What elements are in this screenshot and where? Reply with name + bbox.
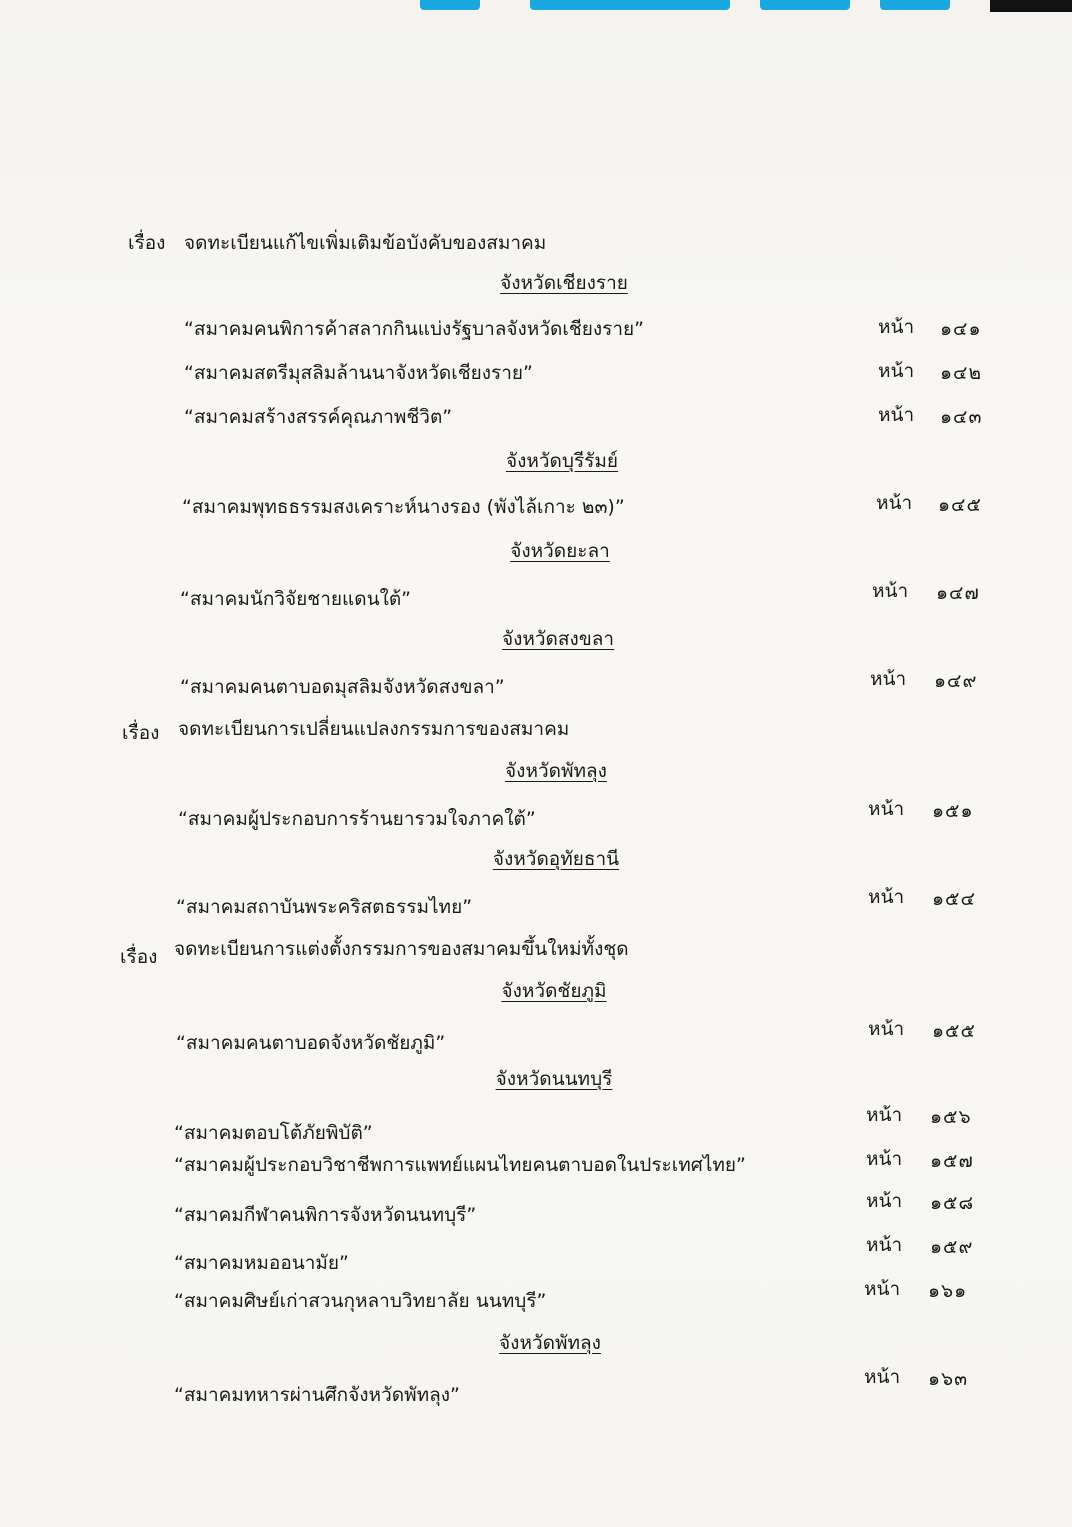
- section-3-title: จดทะเบียนการแต่งตั้งกรรมการของสมาคมขึ้นใหม่ทั้งชุด: [174, 938, 629, 960]
- list-item: “สมาคมหมออนามัย”: [174, 1252, 349, 1274]
- list-item: “สมาคมตอบโต้ภัยพิบัติ”: [174, 1122, 373, 1144]
- section-2-title: จดทะเบียนการเปลี่ยนแปลงกรรมการของสมาคม: [178, 718, 570, 740]
- page-number: ๑๕๘: [930, 1192, 975, 1214]
- page-number: ๑๕๑: [932, 800, 974, 822]
- page-label: หน้า: [878, 360, 915, 382]
- page-number: ๑๔๙: [934, 670, 978, 692]
- page-number: ๑๔๓: [940, 406, 983, 428]
- page-number: ๑๔๒: [940, 362, 982, 384]
- page-number: ๑๕๕: [932, 1020, 976, 1042]
- list-item: “สมาคมคนตาบอดจังหวัดชัยภูมิ”: [176, 1032, 446, 1054]
- list-item: “สมาคมคนพิการค้าสลากกินแบ่งรัฐบาลจังหวัดเชียงราย”: [184, 318, 644, 340]
- list-item: “สมาคมผู้ประกอบการร้านยารวมใจภาคใต้”: [178, 808, 536, 830]
- province-nonthaburi: จังหวัดนนทบุรี: [495, 1068, 613, 1090]
- province-phatthalung-2: จังหวัดพัทลุง: [499, 1332, 601, 1354]
- section-1-title: จดทะเบียนแก้ไขเพิ่มเติมข้อบังคับของสมาคม: [184, 232, 547, 254]
- page-number: ๑๕๖: [930, 1106, 972, 1128]
- page-label: หน้า: [878, 404, 915, 426]
- page-label: หน้า: [864, 1366, 901, 1388]
- page-number: ๑๔๑: [940, 318, 982, 340]
- list-item: “สมาคมสถาบันพระคริสตธรรมไทย”: [176, 896, 473, 918]
- page-label: หน้า: [866, 1234, 903, 1256]
- province-yala: จังหวัดยะลา: [510, 540, 610, 562]
- list-item: “สมาคมกีฬาคนพิการจังหวัดนนทบุรี”: [174, 1204, 477, 1226]
- page-number: ๑๔๗: [936, 582, 980, 604]
- page-label: หน้า: [868, 886, 905, 908]
- page-label: หน้า: [868, 798, 905, 820]
- page-number: ๑๖๑: [928, 1280, 968, 1302]
- page-number: ๑๔๕: [938, 494, 982, 516]
- list-item: “สมาคมทหารผ่านศึกจังหวัดพัทลุง”: [174, 1384, 460, 1406]
- page-label: หน้า: [866, 1148, 903, 1170]
- section-1-label: เรื่อง: [128, 232, 166, 254]
- section-3-label: เรื่อง: [120, 946, 158, 968]
- page-label: หน้า: [878, 316, 915, 338]
- list-item: “สมาคมนักวิจัยชายแดนใต้”: [180, 588, 412, 610]
- page-label: หน้า: [868, 1018, 905, 1040]
- list-item: “สมาคมสตรีมุสลิมล้านนาจังหวัดเชียงราย”: [184, 362, 533, 384]
- page-label: หน้า: [870, 668, 907, 690]
- province-chaiyaphum: จังหวัดชัยภูมิ: [501, 980, 607, 1002]
- page-number: ๑๕๗: [930, 1150, 974, 1172]
- page-label: หน้า: [876, 492, 913, 514]
- page-label: หน้า: [864, 1278, 901, 1300]
- province-phatthalung: จังหวัดพัทลุง: [505, 760, 607, 782]
- province-uthai-thani: จังหวัดอุทัยธานี: [492, 848, 620, 870]
- province-buriram: จังหวัดบุรีรัมย์: [505, 450, 619, 472]
- list-item: “สมาคมพุทธธรรมสงเคราะห์นางรอง (พังไล้เกาะ ๒๓)”: [182, 496, 625, 518]
- section-2-label: เรื่อง: [122, 722, 160, 744]
- page-label: หน้า: [866, 1190, 903, 1212]
- list-item: “สมาคมคนตาบอดมุสลิมจังหวัดสงขลา”: [180, 676, 505, 698]
- list-item: “สมาคมผู้ประกอบวิชาชีพการแพทย์แผนไทยคนตาบอดในประเทศไทย”: [174, 1154, 746, 1176]
- page-label: หน้า: [872, 580, 909, 602]
- list-item: “สมาคมศิษย์เก่าสวนกุหลาบวิทยาลัย นนทบุรี”: [174, 1290, 547, 1312]
- page-label: หน้า: [866, 1104, 903, 1126]
- province-songkhla: จังหวัดสงขลา: [501, 628, 615, 650]
- page-number: ๑๕๔: [932, 888, 976, 910]
- list-item: “สมาคมสร้างสรรค์คุณภาพชีวิต”: [184, 406, 453, 428]
- page-number: ๑๖๓: [928, 1368, 969, 1390]
- page-number: ๑๕๙: [930, 1236, 974, 1258]
- province-chiang-rai: จังหวัดเชียงราย: [500, 272, 628, 294]
